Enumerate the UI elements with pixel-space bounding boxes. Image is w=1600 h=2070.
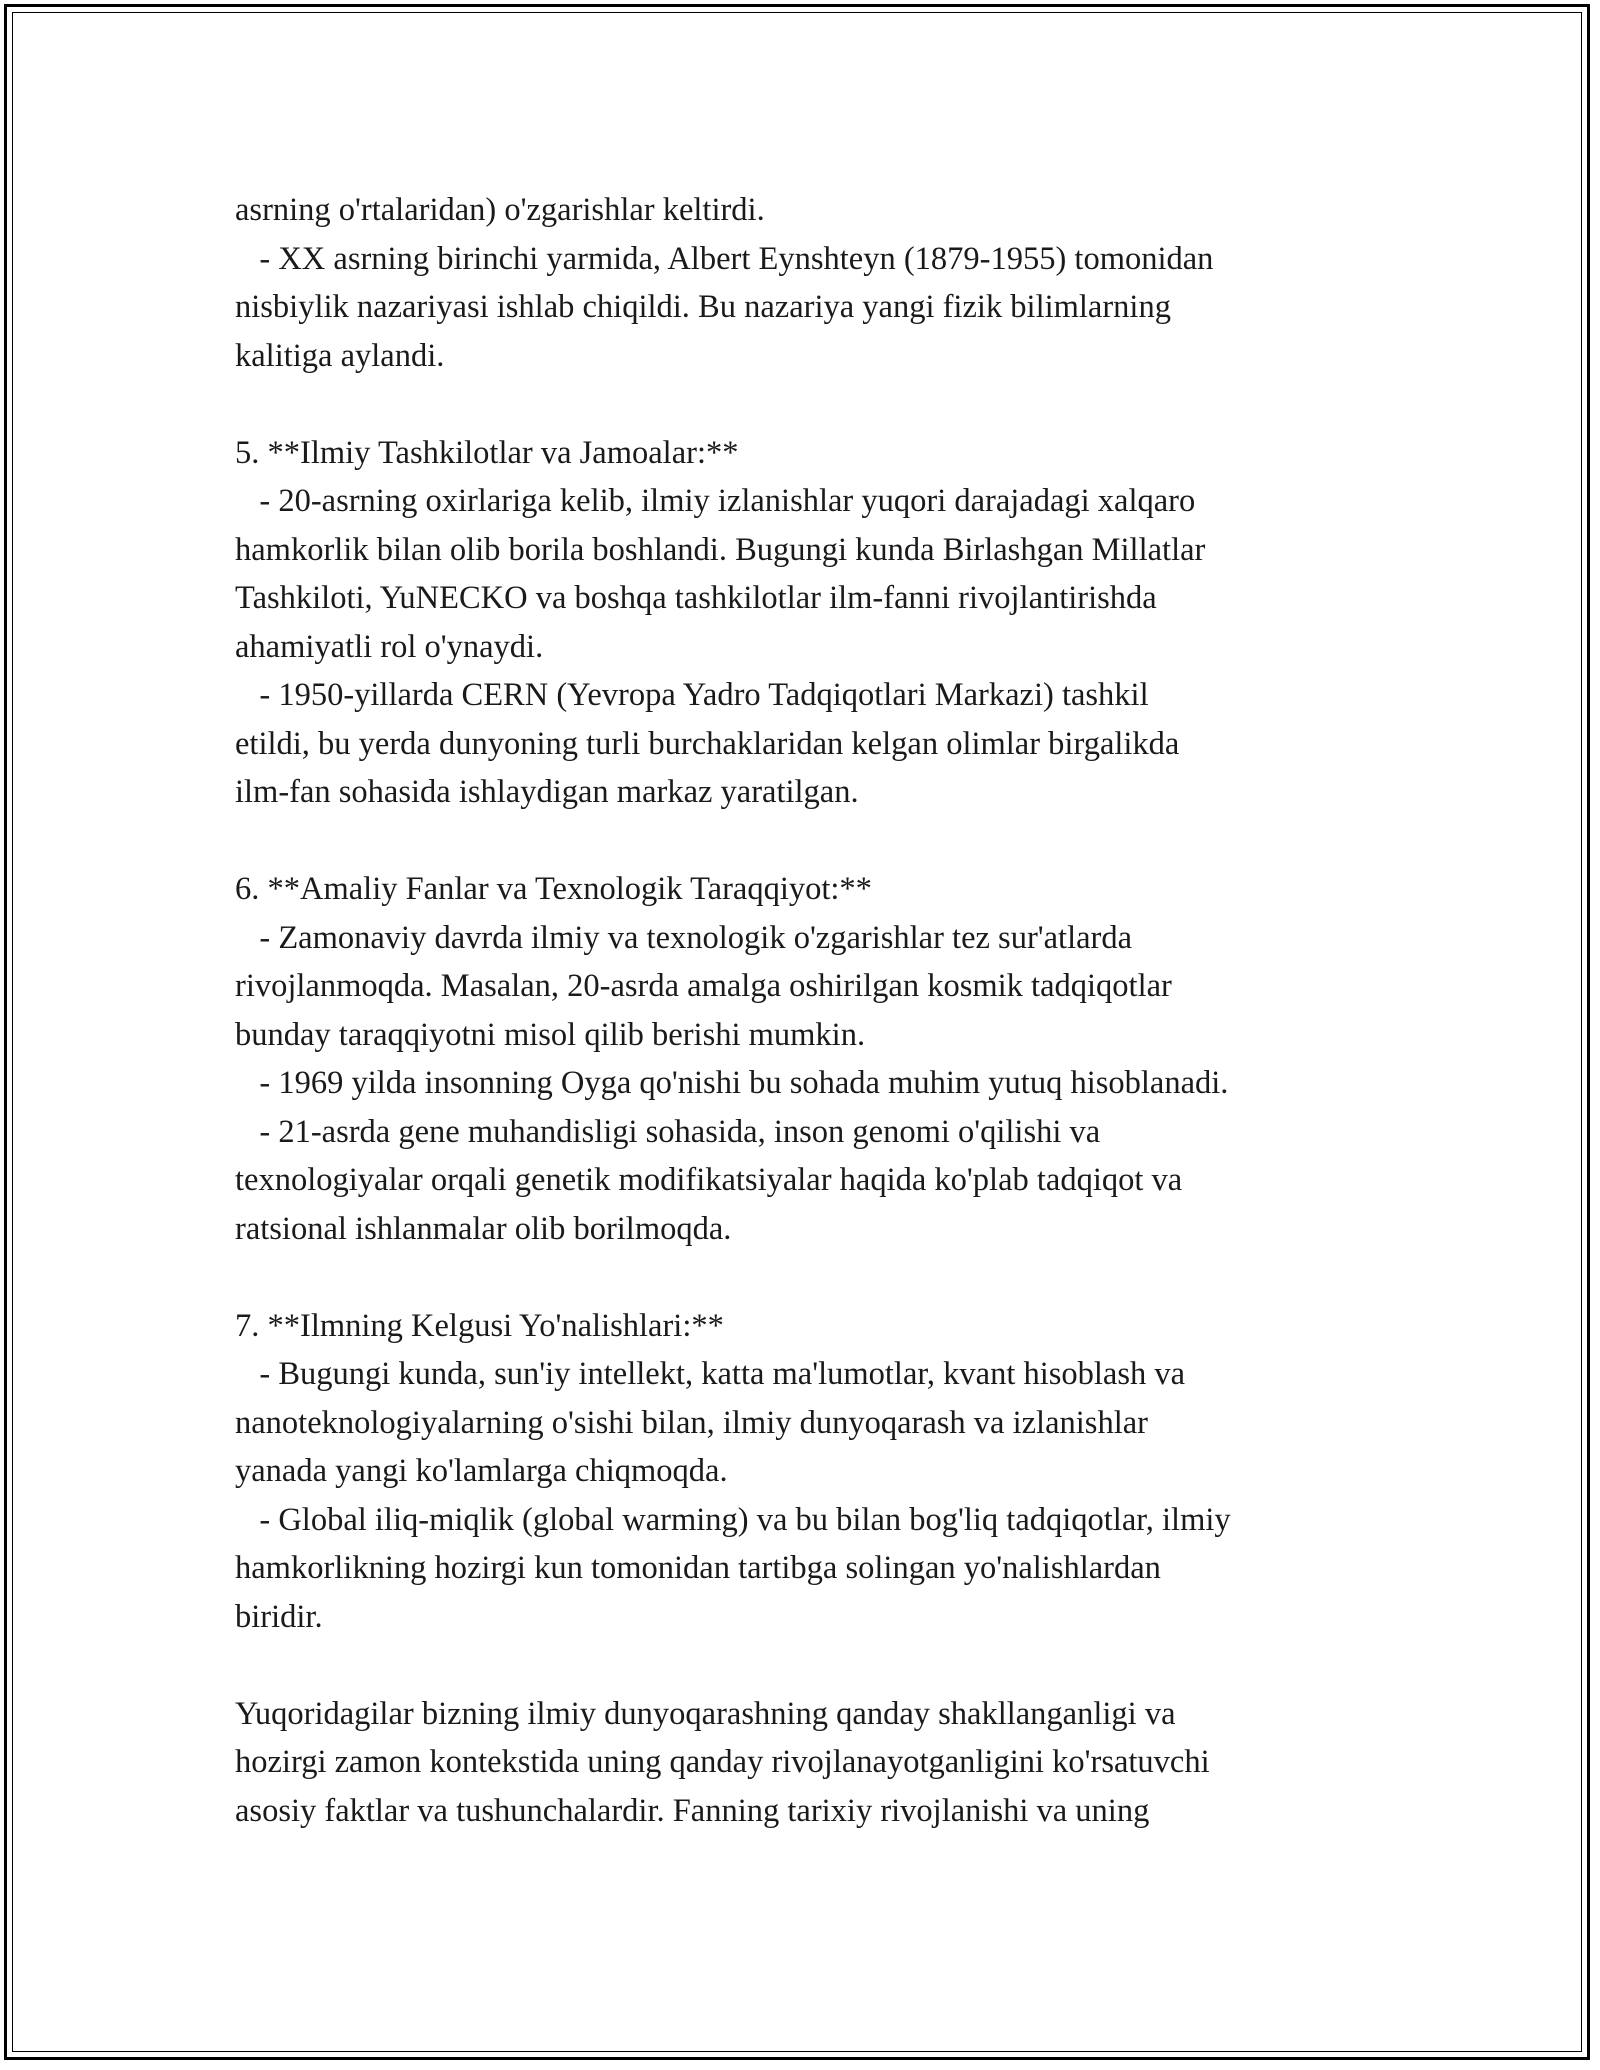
blank-line: [235, 380, 1415, 429]
text-line: - Global iliq-miqlik (global warming) va bu bilan bog'liq tadqiqotlar, ilmiy: [235, 1501, 1231, 1538]
text-line: biridir.: [235, 1598, 323, 1635]
text-line: yanada yangi ko'lamlarga chiqmoqda.: [235, 1453, 728, 1489]
text-line: kalitiga aylandi.: [235, 337, 445, 374]
text-line: hamkorlikning hozirgi kun tomonidan tartibga solingan yo'nalishlardan: [235, 1550, 1161, 1586]
section-heading: 5. **Ilmiy Tashkilotlar va Jamoalar:**: [235, 434, 739, 471]
text-line: - Bugungi kunda, sun'iy intellekt, katta ma'lumotlar, kvant hisoblash va: [235, 1356, 1186, 1392]
text-line: asosiy faktlar va tushunchalardir. Fanning tarixiy rivojlanishi va uning: [235, 1792, 1150, 1829]
section-heading: 6. **Amaliy Fanlar va Texnologik Taraqqiyot:**: [235, 871, 872, 907]
document-body: [235, 186, 1415, 1835]
text-line: hozirgi zamon kontekstida uning qanday rivojlanayotganligini ko'rsatuvchi: [235, 1744, 1210, 1780]
text-line: - Zamonaviy davrda ilmiy va texnologik o'zgarishlar tez sur'atlarda: [235, 919, 1133, 956]
text-line: ilm-fan sohasida ishlaydigan markaz yaratilgan.: [235, 774, 859, 810]
text-line: ratsional ishlanmalar olib borilmoqda.: [235, 1210, 732, 1247]
text-line: - 21-asrda gene muhandisligi sohasida, inson genomi o'qilishi va: [235, 1113, 1101, 1150]
text-line: nanoteknologiyalarning o'sishi bilan, ilmiy dunyoqarash va izlanishlar: [235, 1404, 1148, 1441]
text-line: Tashkiloti, YuNECKO va boshqa tashkilotlar ilm-fanni rivojlantirishda: [235, 580, 1157, 616]
text-line: asrning o'rtalaridan) o'zgarishlar keltirdi.: [235, 192, 765, 228]
blank-line: [235, 817, 1415, 866]
text-line: texnologiyalar orqali genetik modifikatsiyalar haqida ko'plab tadqiqot va: [235, 1162, 1183, 1198]
section-heading: 7. **Ilmning Kelgusi Yo'nalishlari:**: [235, 1307, 724, 1344]
text-line: etildi, bu yerda dunyoning turli burchaklaridan kelgan olimlar birgalikda: [235, 725, 1180, 762]
text-line: - 1969 yilda insonning Oyga qo'nishi bu sohada muhim yutuq hisoblanadi.: [235, 1065, 1229, 1101]
text-line: - 20-asrning oxirlariga kelib, ilmiy izlanishlar yuqori darajadagi xalqaro: [235, 483, 1196, 519]
text-line: rivojlanmoqda. Masalan, 20-asrda amalga oshirilgan kosmik tadqiqotlar: [235, 968, 1172, 1004]
text-line: ahamiyatli rol o'ynaydi.: [235, 628, 544, 665]
blank-line: [235, 1641, 1415, 1690]
text-line: Yuqoridagilar bizning ilmiy dunyoqarashning qanday shakllanganligi va: [235, 1695, 1176, 1732]
text-line: bunday taraqqiyotni misol qilib berishi mumkin.: [235, 1016, 866, 1053]
text-line: - XX asrning birinchi yarmida, Albert Eynshteyn (1879-1955) tomonidan: [235, 240, 1214, 277]
text-line: - 1950-yillarda CERN (Yevropa Yadro Tadqiqotlari Markazi) tashkil: [235, 677, 1149, 713]
text-line: hamkorlik bilan olib borila boshlandi. Bugungi kunda Birlashgan Millatlar: [235, 531, 1206, 568]
text-line: nisbiylik nazariyasi ishlab chiqildi. Bu nazariya yangi fizik bilimlarning: [235, 289, 1171, 325]
blank-line: [235, 1253, 1415, 1302]
